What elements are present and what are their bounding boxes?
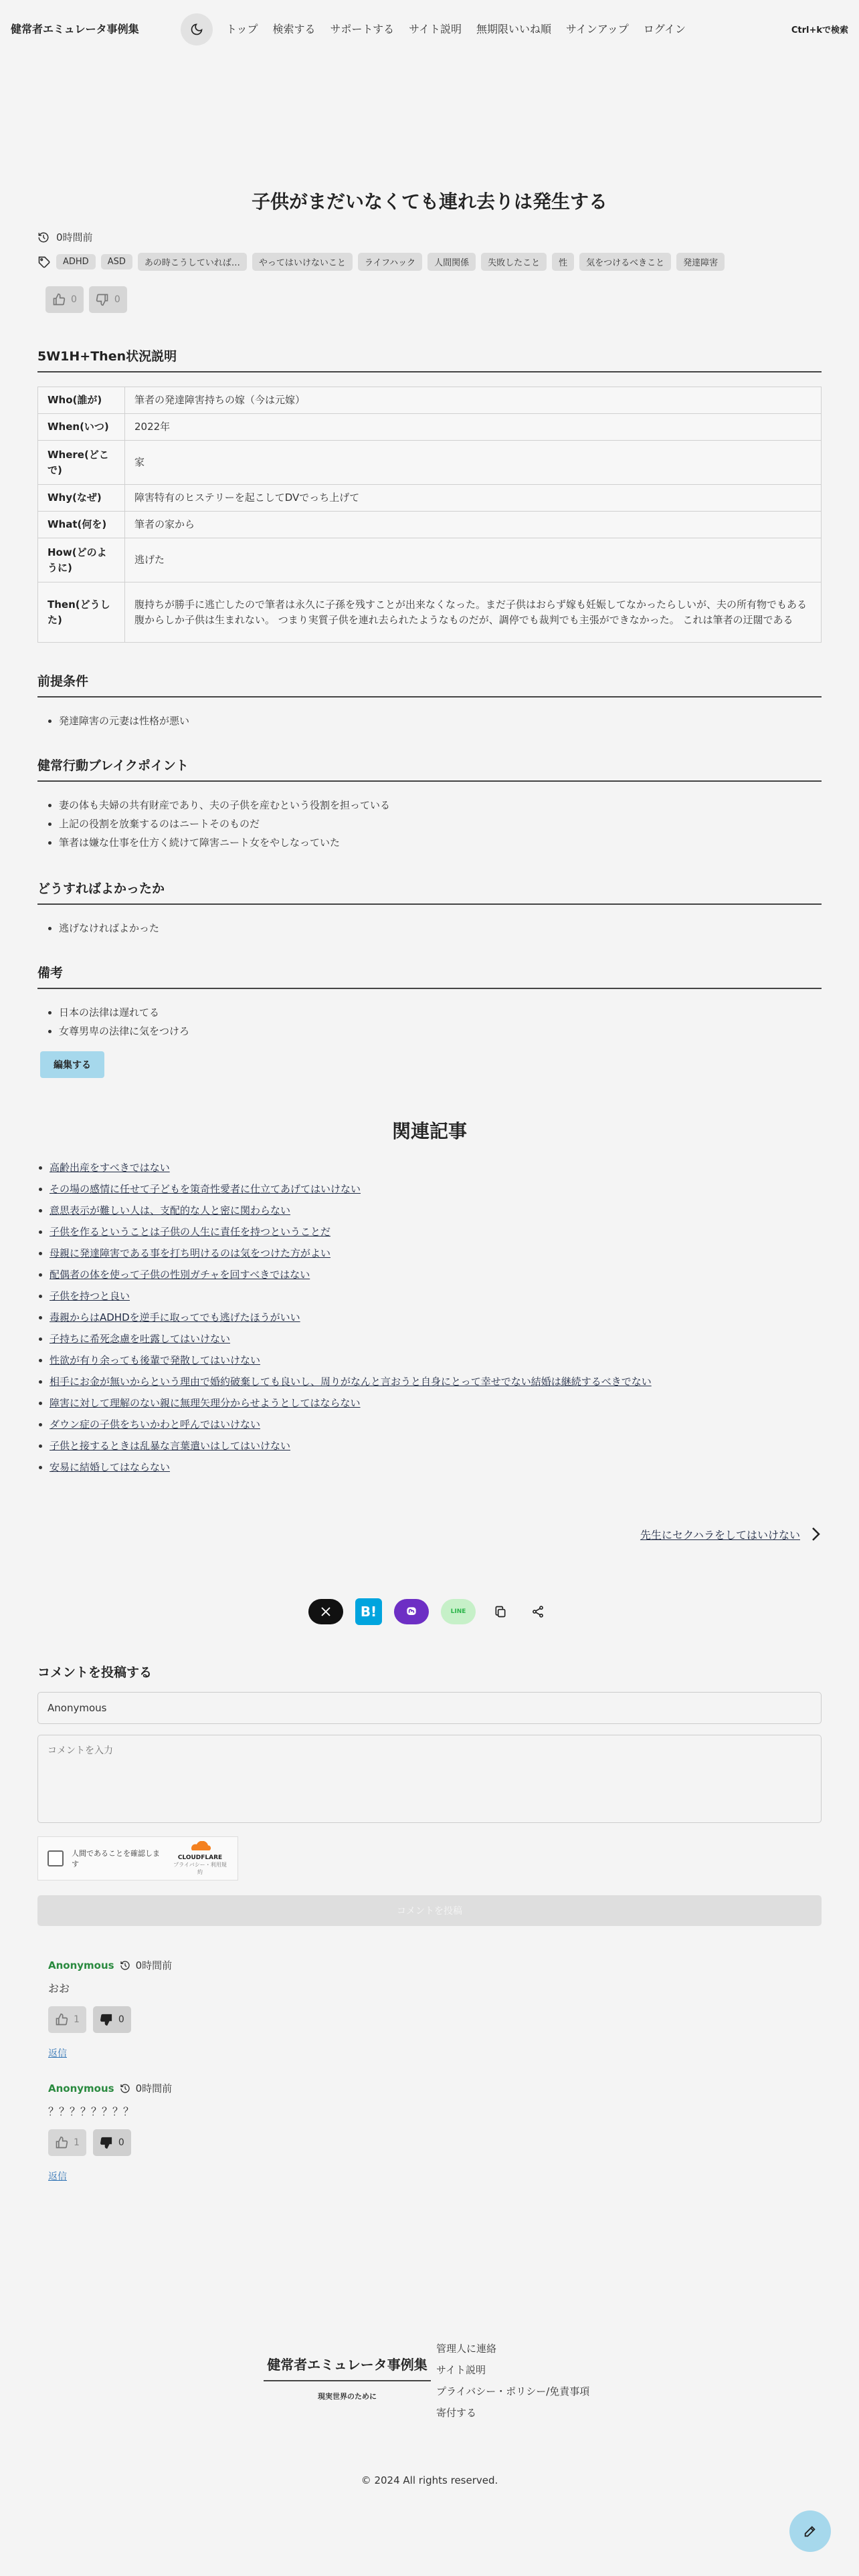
next-article xyxy=(640,1526,822,1542)
article-title: 子供がまだいなくても連れ去りは発生する xyxy=(251,191,607,213)
comment-dislike-button[interactable] xyxy=(93,2006,131,2033)
commenter-name-input[interactable] xyxy=(37,1692,822,1724)
tag-list xyxy=(37,253,725,271)
list-item: • 女尊男卑の法律に気をつけろ xyxy=(59,1022,189,1041)
related-link[interactable]: 障害に対して理解のない親に無理矢理分からせようとしてはならない xyxy=(50,1397,361,1409)
comment-like-button[interactable] xyxy=(48,2006,86,2033)
table-cell-key: Where(どこで) xyxy=(38,441,125,485)
list-item xyxy=(50,1307,652,1328)
tag-icon xyxy=(37,255,51,269)
history-icon xyxy=(120,2083,130,2094)
tag[interactable]: やってはいけないこと xyxy=(252,253,353,271)
list-item xyxy=(50,1328,652,1350)
list-item xyxy=(50,1371,652,1392)
moon-icon xyxy=(190,23,203,36)
table-row xyxy=(38,512,822,538)
comment-like-count: 1 xyxy=(74,2014,80,2025)
list-item: • 日本の法律は遅れてる xyxy=(59,1003,189,1022)
list-item xyxy=(50,1392,652,1414)
share-icon xyxy=(531,1605,545,1618)
share-hatena-button[interactable] xyxy=(355,1598,382,1625)
thumbs-up-icon xyxy=(52,293,66,306)
w1h-heading: 5W1H+Then状況説明 xyxy=(37,346,822,372)
table-cell-key: What(何を) xyxy=(38,512,125,538)
comment-dislike-count: 0 xyxy=(118,2014,124,2025)
nav-top[interactable]: トップ xyxy=(226,23,258,35)
table-row xyxy=(38,538,822,582)
tag[interactable]: ADHD xyxy=(56,254,96,270)
comment-like-count: 1 xyxy=(74,2137,80,2148)
share-button[interactable] xyxy=(525,1599,551,1624)
table-cell-key: When(いつ) xyxy=(38,414,125,441)
list-item xyxy=(50,1221,652,1243)
list-item xyxy=(50,1200,652,1221)
related-link[interactable]: 相手にお金が無いからという理由で婚約破棄しても良いし、周りがなんと言おうと自身にとって幸せでない結婚は継続するべきでない xyxy=(50,1376,652,1388)
list-item xyxy=(50,1264,652,1285)
cloudflare-logo xyxy=(172,1841,228,1876)
related-link[interactable]: 子持ちに希死念慮を吐露してはいけない xyxy=(50,1333,231,1345)
tag[interactable]: 人間関係 xyxy=(427,253,476,271)
tag[interactable]: 失敗したこと xyxy=(481,253,547,271)
thumbs-up-icon xyxy=(55,2013,68,2026)
comment-author: Anonymous xyxy=(48,2082,114,2095)
table-cell-value: 腹持ちが勝手に逃亡したので筆者は永久に子孫を残すことが出来なくなった。まだ子供はおらず嫁も妊娠してなかったらしいが、夫の所有物でもある腹からしか子供は生まれない。 つまり実質子供を連れ去られたようなものだが、調停でも裁判でも主張ができなかった。 これは筆者の迂闊である xyxy=(125,582,822,643)
comment-dislike-count: 0 xyxy=(118,2137,124,2148)
submit-comment-button[interactable]: コメントを投稿 xyxy=(37,1895,822,1926)
table-row xyxy=(38,582,822,643)
comment-header xyxy=(48,1958,450,1972)
comment-author: Anonymous xyxy=(48,1959,114,1971)
related-link[interactable]: 毒親からはADHDを逆手に取ってでも逃げたほうがいい xyxy=(50,1311,300,1323)
related-link[interactable]: 安易に結婚してはならない xyxy=(50,1461,171,1473)
related-link[interactable]: ダウン症の子供をちいかわと呼んではいけない xyxy=(50,1418,261,1430)
list-item: • 妻の体も夫婦の共有財産であり、夫の子供を産むという役割を担っている xyxy=(59,796,390,815)
footer-brand xyxy=(264,2354,431,2401)
comment-time: 0時間前 xyxy=(135,1959,173,1971)
footer-link-donate[interactable]: 寄付する xyxy=(436,2407,477,2419)
comment-textarea[interactable] xyxy=(37,1735,822,1823)
nav-search[interactable]: 検索する xyxy=(272,23,316,35)
article-votes xyxy=(45,286,127,313)
table-cell-key: Why(なぜ) xyxy=(38,485,125,512)
table-cell-value: 2022年 xyxy=(125,414,822,441)
list-item xyxy=(50,1350,652,1371)
comment-item xyxy=(48,2081,450,2183)
table-row xyxy=(38,485,822,512)
related-link[interactable]: 子供を作るということは子供の人生に責任を持つということだ xyxy=(50,1226,331,1238)
comment-time: 0時間前 xyxy=(135,2082,173,2095)
related-link[interactable]: その場の感情に任せて子どもを策奇性愛者に仕立てあげてはいけない xyxy=(50,1183,361,1195)
table-row xyxy=(38,387,822,414)
thumbs-up-icon xyxy=(55,2136,68,2149)
list-item xyxy=(50,1285,652,1307)
share-x-button[interactable] xyxy=(308,1599,343,1624)
table-cell-key: Who(誰が) xyxy=(38,387,125,414)
footer-link-about[interactable]: サイト説明 xyxy=(436,2364,486,2376)
thumbs-down-icon xyxy=(96,293,109,306)
article-time xyxy=(37,230,93,244)
table-cell-value: 障害特有のヒステリーを起こしてDVでっち上げて xyxy=(125,485,822,512)
notes-heading: 備考 xyxy=(37,963,822,989)
captcha-checkbox[interactable] xyxy=(47,1850,64,1866)
better-list xyxy=(59,919,159,938)
comment-like-button[interactable] xyxy=(48,2129,86,2156)
table-row xyxy=(38,441,822,485)
article-time-text: 0時間前 xyxy=(56,231,93,243)
related-link[interactable]: 性欲が有り余っても後輩で発散してはいけない xyxy=(50,1354,261,1366)
comment-item xyxy=(48,1958,450,2060)
history-icon xyxy=(37,231,50,243)
captcha-widget xyxy=(37,1836,238,1881)
tag[interactable]: ASD xyxy=(101,254,132,270)
footer-tagline: 現実世界のために xyxy=(318,2392,377,2401)
share-line-button[interactable] xyxy=(441,1599,476,1624)
edit-icon xyxy=(803,2524,818,2539)
list-item xyxy=(50,1243,652,1264)
better-heading: どうすればよかったか xyxy=(37,879,822,905)
search-shortcut-hint[interactable]: Ctrl+kで検索 xyxy=(791,25,848,35)
list-item xyxy=(50,1457,652,1478)
comment-form-heading: コメントを投稿する xyxy=(37,1665,153,1680)
captcha-label: 人間であることを確認します xyxy=(72,1849,160,1868)
table-cell-value: 逃げた xyxy=(125,538,822,582)
thumbs-down-icon xyxy=(100,2136,113,2149)
w1h-table xyxy=(37,387,822,643)
footer-link-contact[interactable]: 管理人に連絡 xyxy=(436,2343,497,2355)
nav-signup[interactable]: サインアップ xyxy=(565,23,629,35)
list-item: • 上記の役割を放棄するのはニートそのものだ xyxy=(59,815,390,833)
notes-list xyxy=(59,1003,189,1041)
table-cell-value: 家 xyxy=(125,441,822,485)
copyright: © 2024 All rights reserved. xyxy=(361,2474,498,2486)
next-article-link[interactable]: 先生にセクハラをしてはいけない xyxy=(640,1528,800,1541)
related-heading: 関連記事 xyxy=(391,1120,467,1142)
comment-body: おお xyxy=(48,1982,70,1995)
nav-about[interactable]: サイト説明 xyxy=(409,23,462,35)
chevron-right-icon[interactable] xyxy=(809,1526,822,1542)
breakpoints-list xyxy=(59,796,390,852)
mastodon-icon xyxy=(405,1605,418,1618)
list-item xyxy=(50,1178,652,1200)
thumbs-down-icon xyxy=(100,2013,113,2026)
tag[interactable]: 性 xyxy=(552,253,574,271)
dislike-button[interactable] xyxy=(89,286,127,313)
table-row xyxy=(38,414,822,441)
related-link[interactable]: 配偶者の体を使って子供の性別ガチャを回すべきではない xyxy=(50,1269,310,1281)
history-icon xyxy=(120,1960,130,1971)
nav-ranking[interactable]: 無期限いいね順 xyxy=(476,23,551,35)
x-logo-icon xyxy=(320,1606,332,1618)
like-count: 0 xyxy=(71,294,77,305)
table-cell-key: Then(どうした) xyxy=(38,582,125,643)
comment-votes xyxy=(48,2006,450,2033)
related-link[interactable]: 高齢出産をすべきではない xyxy=(50,1162,170,1174)
edit-button[interactable]: 編集する xyxy=(40,1051,104,1078)
table-cell-value: 筆者の家から xyxy=(125,512,822,538)
captcha-privacy-link[interactable]: プライバシー・利用規約 xyxy=(173,1862,227,1875)
related-link[interactable]: 意思表示が難しい人は、支配的な人と密に関わらない xyxy=(50,1204,291,1216)
theme-toggle-button[interactable] xyxy=(181,13,213,45)
captcha-brand: CLOUDFLARE xyxy=(177,1854,223,1861)
copy-link-button[interactable] xyxy=(488,1599,513,1624)
premise-heading: 前提条件 xyxy=(37,671,822,697)
nav-login[interactable]: ログイン xyxy=(643,23,686,35)
table-cell-key: How(どのように) xyxy=(38,538,125,582)
related-link[interactable]: 子供を持つと良い xyxy=(50,1290,130,1302)
related-list xyxy=(50,1157,652,1478)
main-nav xyxy=(226,21,700,36)
site-header xyxy=(0,0,859,58)
premise-list xyxy=(59,712,189,730)
share-mastodon-button[interactable] xyxy=(394,1599,429,1624)
site-brand[interactable]: 健常者エミュレータ事例集 xyxy=(11,23,139,35)
footer-links xyxy=(436,2338,589,2424)
list-item xyxy=(50,1435,652,1457)
hatena-icon: B! xyxy=(360,1604,377,1620)
tag[interactable]: あの時こうしていれば… xyxy=(138,253,247,271)
footer-brand-title[interactable]: 健常者エミュレータ事例集 xyxy=(264,2354,431,2381)
reply-link[interactable]: 返信 xyxy=(48,2048,67,2059)
share-bar xyxy=(0,1598,859,1625)
list-item xyxy=(50,1157,652,1178)
breakpoints-heading: 健常行動ブレイクポイント xyxy=(37,756,822,782)
comment-body: ？？？？？？？？ xyxy=(48,2105,134,2118)
copy-icon xyxy=(494,1605,507,1618)
nav-support[interactable]: サポートする xyxy=(330,23,395,35)
list-item: • 発達障害の元妻は性格が悪い xyxy=(59,712,189,730)
list-item: • 逃げなければよかった xyxy=(59,919,159,938)
related-link[interactable]: 母親に発達障害である事を打ち明けるのは気をつけた方がよい xyxy=(50,1247,331,1259)
tag[interactable]: ライフハック xyxy=(358,253,422,271)
cloud-icon xyxy=(188,1841,212,1852)
footer-link-privacy[interactable]: プライバシー・ポリシー/免責事項 xyxy=(436,2385,590,2397)
table-cell-value: 筆者の発達障害持ちの嫁（今は元嫁） xyxy=(125,387,822,414)
dislike-count: 0 xyxy=(114,294,120,305)
comment-votes xyxy=(48,2129,450,2156)
list-item xyxy=(50,1414,652,1435)
comment-dislike-button[interactable] xyxy=(93,2129,131,2156)
line-icon: LINE xyxy=(450,1608,466,1615)
list-item: • 筆者は嫌な仕事を仕方く続けて障害ニート女をやしなっていた xyxy=(59,833,390,852)
reply-link[interactable]: 返信 xyxy=(48,2171,67,2182)
tag[interactable]: 気をつけるべきこと xyxy=(579,253,671,271)
like-button[interactable] xyxy=(45,286,84,313)
comment-header xyxy=(48,2081,450,2095)
tag[interactable]: 発達障害 xyxy=(676,253,725,271)
related-link[interactable]: 子供と接するときは乱暴な言葉遣いはしてはいけない xyxy=(50,1440,291,1452)
new-post-button[interactable] xyxy=(789,2510,831,2552)
